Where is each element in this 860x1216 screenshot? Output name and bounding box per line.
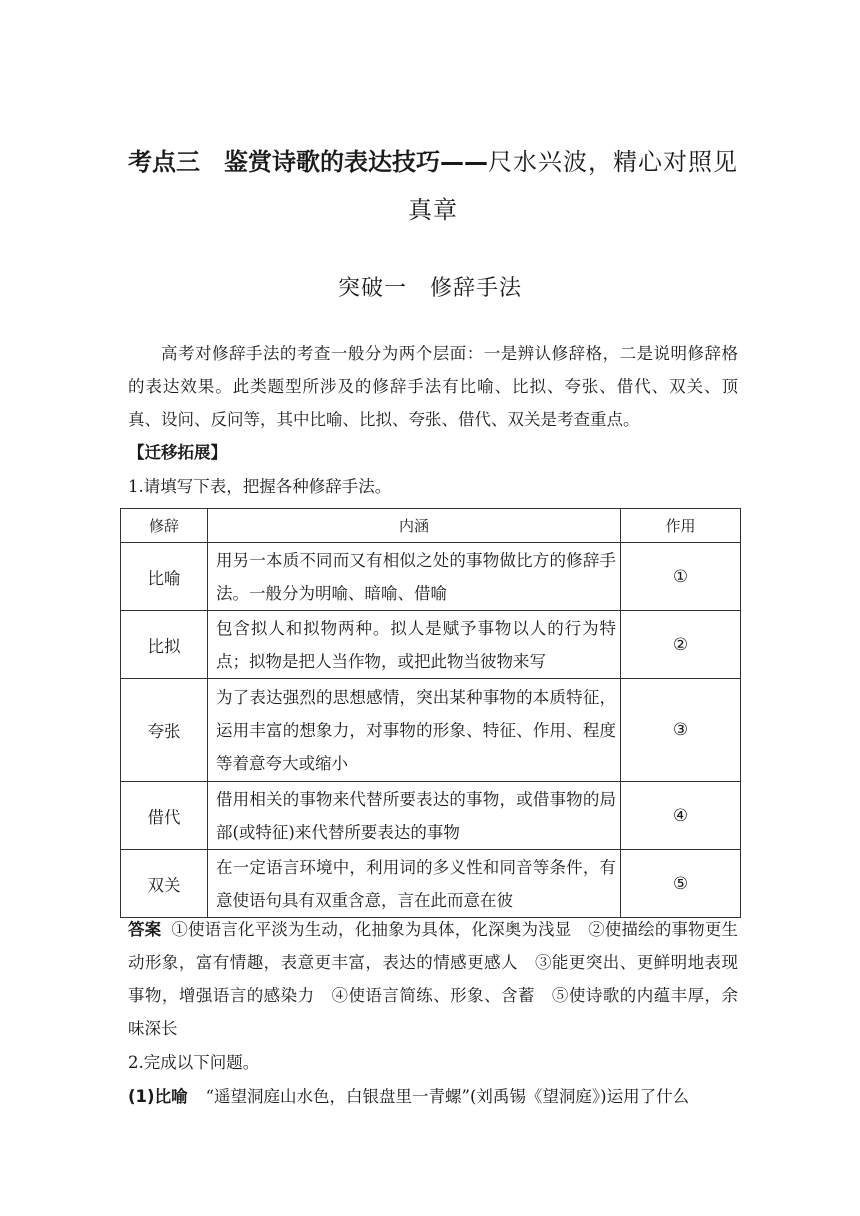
rhetoric-name: 双关 (121, 850, 208, 918)
answer-label: 答案 (128, 920, 162, 939)
header-meaning: 内涵 (208, 509, 621, 543)
page-title (128, 138, 738, 234)
rhetoric-name: 借代 (121, 782, 208, 850)
rhetoric-desc: 借用相关的事物来代替所要表达的事物，或借事物的局部(或特征)来代替所要表达的事物 (208, 782, 621, 850)
intro-paragraph: 高考对修辞手法的考查一般分为两个层面：一是辨认修辞格，二是说明修辞格的表达效果。此类题型所涉及的修辞手法有比喻、比拟、夸张、借代、双关、顶真、设问、反问等，其中比喻、比拟、夸张、借代、双关是考查重点。 (128, 344, 738, 429)
header-effect: 作用 (621, 509, 741, 543)
rhetoric-table (120, 508, 741, 918)
table-row (121, 611, 741, 679)
rhetoric-effect: ⑤ (621, 850, 741, 918)
question-1: 1.请填写下表，把握各种修辞手法。 (128, 477, 392, 496)
table-row (121, 850, 741, 918)
rhetoric-desc: 为了表达强烈的思想感情，突出某种事物的本质特征，运用丰富的想象力，对事物的形象、特征、作用、程度等着意夸大或缩小 (208, 679, 621, 782)
rhetoric-effect: ③ (621, 679, 741, 782)
section-title: 突破一 修辞手法 (337, 276, 522, 301)
rhetoric-name: 比拟 (121, 611, 208, 679)
header-rhetoric: 修辞 (121, 509, 208, 543)
answer-block (128, 913, 738, 1045)
table-header-row (121, 509, 741, 543)
question-2-1 (128, 1080, 738, 1113)
rhetoric-effect: ④ (621, 782, 741, 850)
title-main: 考点三 鉴赏诗歌的表达技巧—— (128, 148, 488, 176)
rhetoric-name: 夸张 (121, 679, 208, 782)
extension-heading: 【迁移拓展】 (128, 443, 227, 462)
question-2-1-text: “遥望洞庭山水色，白银盘里一青螺”(刘禹锡《望洞庭》)运用了什么 (205, 1087, 690, 1106)
rhetoric-name: 比喻 (121, 543, 208, 611)
rhetoric-desc: 用另一本质不同而又有相似之处的事物做比方的修辞手法。一般分为明喻、暗喻、借喻 (208, 543, 621, 611)
rhetoric-effect: ① (621, 543, 741, 611)
rhetoric-effect: ② (621, 611, 741, 679)
rhetoric-desc: 包含拟人和拟物两种。拟人是赋予事物以人的行为特点；拟物是把人当作物，或把此物当彼物来写 (208, 611, 621, 679)
question-2: 2.完成以下问题。 (128, 1053, 260, 1072)
answer-text: ①使语言化平淡为生动，化抽象为具体，化深奥为浅显 ②使描绘的事物更生动形象，富有情趣，表意更丰富，表达的情感更感人 ③能更突出、更鲜明地表现事物，增强语言的感染力 ④使语言简练、形象、含蓄 ⑤使诗歌的内蕴丰厚，余味深长 (128, 920, 739, 1038)
table-row (121, 679, 741, 782)
question-2-1-label: (1)比喻 (128, 1087, 188, 1106)
table-row (121, 782, 741, 850)
rhetoric-desc: 在一定语言环境中，利用词的多义性和同音等条件，有意使语句具有双重含意，言在此而意在彼 (208, 850, 621, 918)
table-row (121, 543, 741, 611)
title-subtitle: 尺水兴波，精心对照见真章 (408, 148, 738, 224)
